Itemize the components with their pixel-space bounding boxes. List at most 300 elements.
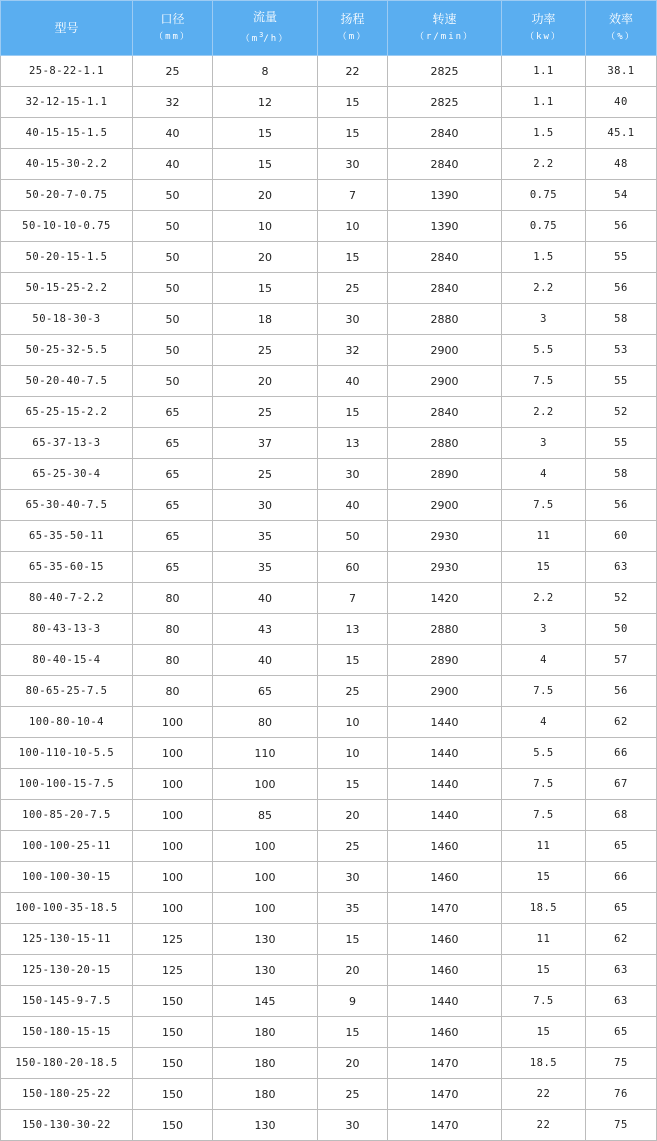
cell-efficiency: 45.1 <box>586 118 657 149</box>
cell-head: 20 <box>318 955 388 986</box>
table-row <box>1 335 657 366</box>
cell-flow: 8 <box>213 56 318 87</box>
cell-head: 30 <box>318 149 388 180</box>
unit-text: （mm） <box>154 32 191 42</box>
cell-speed: 1390 <box>388 211 502 242</box>
cell-power: 1.1 <box>502 87 586 118</box>
cell-head: 30 <box>318 459 388 490</box>
cell-diameter: 50 <box>133 304 213 335</box>
cell-model: 150-180-25-22 <box>1 1079 133 1110</box>
cell-diameter: 100 <box>133 738 213 769</box>
cell-flow: 85 <box>213 800 318 831</box>
cell-model: 100-100-35-18.5 <box>1 893 133 924</box>
cell-diameter: 50 <box>133 211 213 242</box>
cell-power: 4 <box>502 707 586 738</box>
cell-power: 1.5 <box>502 242 586 273</box>
cell-head: 15 <box>318 242 388 273</box>
cell-flow: 10 <box>213 211 318 242</box>
table-row <box>1 614 657 645</box>
cell-head: 9 <box>318 986 388 1017</box>
cell-diameter: 65 <box>133 428 213 459</box>
cell-flow: 12 <box>213 87 318 118</box>
cell-head: 22 <box>318 56 388 87</box>
cell-speed: 2900 <box>388 366 502 397</box>
cell-model: 65-25-15-2.2 <box>1 397 133 428</box>
cell-power: 2.2 <box>502 397 586 428</box>
cell-flow: 30 <box>213 490 318 521</box>
cell-power: 5.5 <box>502 738 586 769</box>
header-efficiency <box>586 1 657 56</box>
cell-head: 15 <box>318 924 388 955</box>
cell-flow: 80 <box>213 707 318 738</box>
header-unit <box>213 26 317 48</box>
cell-efficiency: 66 <box>586 862 657 893</box>
table-row <box>1 738 657 769</box>
cell-model: 125-130-20-15 <box>1 955 133 986</box>
cell-power: 22 <box>502 1110 586 1141</box>
cell-model: 65-30-40-7.5 <box>1 490 133 521</box>
cell-model: 100-100-30-15 <box>1 862 133 893</box>
cell-power: 4 <box>502 459 586 490</box>
cell-head: 25 <box>318 676 388 707</box>
cell-power: 11 <box>502 521 586 552</box>
cell-flow: 100 <box>213 893 318 924</box>
table-row <box>1 1110 657 1141</box>
cell-head: 35 <box>318 893 388 924</box>
cell-power: 1.5 <box>502 118 586 149</box>
cell-power: 15 <box>502 862 586 893</box>
cell-speed: 1460 <box>388 831 502 862</box>
cell-flow: 130 <box>213 1110 318 1141</box>
cell-efficiency: 67 <box>586 769 657 800</box>
cell-head: 32 <box>318 335 388 366</box>
cell-flow: 35 <box>213 521 318 552</box>
cell-flow: 43 <box>213 614 318 645</box>
cell-model: 40-15-30-2.2 <box>1 149 133 180</box>
unit-text: （kw） <box>525 32 562 42</box>
cell-diameter: 150 <box>133 1048 213 1079</box>
table-row <box>1 273 657 304</box>
header-power <box>502 1 586 56</box>
header-label: 效率 <box>608 12 633 26</box>
cell-model: 125-130-15-11 <box>1 924 133 955</box>
cell-flow: 65 <box>213 676 318 707</box>
cell-power: 0.75 <box>502 180 586 211</box>
cell-head: 25 <box>318 273 388 304</box>
cell-speed: 1420 <box>388 583 502 614</box>
cell-power: 15 <box>502 552 586 583</box>
cell-efficiency: 62 <box>586 707 657 738</box>
cell-head: 7 <box>318 583 388 614</box>
cell-speed: 2840 <box>388 273 502 304</box>
cell-power: 18.5 <box>502 893 586 924</box>
cell-flow: 100 <box>213 831 318 862</box>
cell-flow: 18 <box>213 304 318 335</box>
table-header <box>1 1 657 56</box>
cell-diameter: 32 <box>133 87 213 118</box>
table-row <box>1 366 657 397</box>
cell-diameter: 80 <box>133 645 213 676</box>
cell-model: 100-110-10-5.5 <box>1 738 133 769</box>
cell-power: 18.5 <box>502 1048 586 1079</box>
cell-power: 3 <box>502 614 586 645</box>
cell-speed: 2900 <box>388 490 502 521</box>
table-row <box>1 521 657 552</box>
table-row <box>1 242 657 273</box>
cell-diameter: 100 <box>133 831 213 862</box>
cell-head: 50 <box>318 521 388 552</box>
cell-power: 7.5 <box>502 366 586 397</box>
cell-flow: 180 <box>213 1048 318 1079</box>
table-row <box>1 676 657 707</box>
table-row <box>1 1079 657 1110</box>
table-row <box>1 490 657 521</box>
cell-head: 30 <box>318 862 388 893</box>
table-row <box>1 552 657 583</box>
cell-head: 13 <box>318 614 388 645</box>
cell-efficiency: 63 <box>586 955 657 986</box>
header-label: 流量 <box>252 10 277 24</box>
cell-flow: 25 <box>213 397 318 428</box>
cell-diameter: 100 <box>133 800 213 831</box>
cell-model: 50-25-32-5.5 <box>1 335 133 366</box>
cell-head: 15 <box>318 87 388 118</box>
cell-diameter: 50 <box>133 335 213 366</box>
cell-efficiency: 58 <box>586 459 657 490</box>
header-label: 扬程 <box>340 12 365 26</box>
cell-model: 150-180-20-18.5 <box>1 1048 133 1079</box>
cell-speed: 1460 <box>388 955 502 986</box>
cell-head: 20 <box>318 800 388 831</box>
cell-flow: 35 <box>213 552 318 583</box>
cell-diameter: 125 <box>133 955 213 986</box>
table-row <box>1 800 657 831</box>
table-row <box>1 707 657 738</box>
header-flow <box>213 1 318 56</box>
cell-power: 7.5 <box>502 986 586 1017</box>
header-unit <box>388 28 501 46</box>
table-row <box>1 583 657 614</box>
cell-model: 50-20-40-7.5 <box>1 366 133 397</box>
table-row <box>1 986 657 1017</box>
cell-flow: 130 <box>213 924 318 955</box>
cell-speed: 1460 <box>388 1017 502 1048</box>
cell-model: 150-145-9-7.5 <box>1 986 133 1017</box>
cell-diameter: 65 <box>133 397 213 428</box>
table-row <box>1 1048 657 1079</box>
header-label: 口径 <box>160 12 185 26</box>
header-label: 功率 <box>531 12 556 26</box>
cell-flow: 25 <box>213 459 318 490</box>
cell-speed: 2880 <box>388 428 502 459</box>
cell-efficiency: 54 <box>586 180 657 211</box>
cell-diameter: 40 <box>133 118 213 149</box>
cell-speed: 1440 <box>388 738 502 769</box>
cell-diameter: 150 <box>133 986 213 1017</box>
cell-head: 40 <box>318 490 388 521</box>
cell-power: 2.2 <box>502 273 586 304</box>
cell-power: 3 <box>502 428 586 459</box>
cell-efficiency: 65 <box>586 1017 657 1048</box>
table-row <box>1 118 657 149</box>
cell-speed: 1470 <box>388 1110 502 1141</box>
cell-flow: 15 <box>213 273 318 304</box>
cell-head: 15 <box>318 118 388 149</box>
cell-power: 15 <box>502 955 586 986</box>
header-head <box>318 1 388 56</box>
cell-diameter: 40 <box>133 149 213 180</box>
cell-model: 80-40-7-2.2 <box>1 583 133 614</box>
table-body <box>1 56 657 1141</box>
header-unit <box>133 28 212 46</box>
cell-speed: 2840 <box>388 118 502 149</box>
table-row <box>1 304 657 335</box>
cell-power: 11 <box>502 924 586 955</box>
cell-speed: 2840 <box>388 397 502 428</box>
cell-efficiency: 76 <box>586 1079 657 1110</box>
cell-head: 30 <box>318 1110 388 1141</box>
cell-efficiency: 63 <box>586 986 657 1017</box>
cell-head: 13 <box>318 428 388 459</box>
cell-power: 3 <box>502 304 586 335</box>
cell-efficiency: 75 <box>586 1110 657 1141</box>
cell-model: 100-100-15-7.5 <box>1 769 133 800</box>
cell-power: 0.75 <box>502 211 586 242</box>
cell-speed: 2900 <box>388 676 502 707</box>
cell-diameter: 100 <box>133 769 213 800</box>
cell-power: 15 <box>502 1017 586 1048</box>
cell-flow: 40 <box>213 583 318 614</box>
cell-model: 50-18-30-3 <box>1 304 133 335</box>
cell-flow: 20 <box>213 366 318 397</box>
table-row <box>1 459 657 490</box>
cell-flow: 180 <box>213 1079 318 1110</box>
cell-speed: 2890 <box>388 459 502 490</box>
table-row <box>1 180 657 211</box>
cell-efficiency: 56 <box>586 273 657 304</box>
cell-efficiency: 57 <box>586 645 657 676</box>
cell-flow: 15 <box>213 118 318 149</box>
cell-diameter: 50 <box>133 273 213 304</box>
cell-power: 4 <box>502 645 586 676</box>
cell-speed: 2825 <box>388 87 502 118</box>
cell-diameter: 50 <box>133 180 213 211</box>
cell-speed: 1440 <box>388 986 502 1017</box>
cell-flow: 20 <box>213 242 318 273</box>
unit-text: （%） <box>606 32 636 42</box>
cell-power: 7.5 <box>502 769 586 800</box>
unit-text: （m） <box>337 32 368 42</box>
cell-power: 7.5 <box>502 800 586 831</box>
cell-diameter: 100 <box>133 707 213 738</box>
cell-diameter: 65 <box>133 552 213 583</box>
cell-head: 40 <box>318 366 388 397</box>
cell-model: 150-180-15-15 <box>1 1017 133 1048</box>
cell-head: 20 <box>318 1048 388 1079</box>
cell-head: 60 <box>318 552 388 583</box>
cell-efficiency: 56 <box>586 211 657 242</box>
cell-speed: 2840 <box>388 242 502 273</box>
cell-flow: 20 <box>213 180 318 211</box>
cell-efficiency: 62 <box>586 924 657 955</box>
cell-efficiency: 60 <box>586 521 657 552</box>
cell-efficiency: 48 <box>586 149 657 180</box>
cell-speed: 1460 <box>388 924 502 955</box>
cell-speed: 1460 <box>388 862 502 893</box>
cell-efficiency: 68 <box>586 800 657 831</box>
header-unit <box>502 28 585 46</box>
unit-text-suffix: /h） <box>263 34 290 44</box>
cell-flow: 100 <box>213 862 318 893</box>
header-unit <box>318 28 387 46</box>
header-model <box>1 1 133 56</box>
cell-power: 11 <box>502 831 586 862</box>
cell-flow: 110 <box>213 738 318 769</box>
table-row <box>1 397 657 428</box>
cell-power: 2.2 <box>502 149 586 180</box>
cell-efficiency: 50 <box>586 614 657 645</box>
cell-diameter: 100 <box>133 862 213 893</box>
cell-diameter: 65 <box>133 490 213 521</box>
cell-efficiency: 65 <box>586 893 657 924</box>
table-row <box>1 87 657 118</box>
cell-efficiency: 58 <box>586 304 657 335</box>
cell-head: 15 <box>318 769 388 800</box>
cell-model: 80-40-15-4 <box>1 645 133 676</box>
cell-diameter: 125 <box>133 924 213 955</box>
cell-flow: 25 <box>213 335 318 366</box>
cell-speed: 2930 <box>388 521 502 552</box>
cell-flow: 15 <box>213 149 318 180</box>
cell-efficiency: 63 <box>586 552 657 583</box>
cell-efficiency: 56 <box>586 676 657 707</box>
header-diameter <box>133 1 213 56</box>
table-row <box>1 831 657 862</box>
table-row <box>1 924 657 955</box>
cell-efficiency: 75 <box>586 1048 657 1079</box>
header-unit <box>586 28 656 46</box>
cell-model: 65-35-50-11 <box>1 521 133 552</box>
cell-head: 10 <box>318 738 388 769</box>
cell-head: 15 <box>318 645 388 676</box>
cell-power: 7.5 <box>502 490 586 521</box>
table-row <box>1 893 657 924</box>
unit-superscript: 3 <box>259 31 264 39</box>
cell-model: 80-65-25-7.5 <box>1 676 133 707</box>
cell-efficiency: 66 <box>586 738 657 769</box>
cell-efficiency: 65 <box>586 831 657 862</box>
cell-model: 32-12-15-1.1 <box>1 87 133 118</box>
header-label: 转速 <box>432 12 457 26</box>
cell-head: 25 <box>318 1079 388 1110</box>
cell-diameter: 65 <box>133 521 213 552</box>
cell-model: 50-10-10-0.75 <box>1 211 133 242</box>
cell-efficiency: 55 <box>586 366 657 397</box>
cell-diameter: 80 <box>133 583 213 614</box>
header-speed <box>388 1 502 56</box>
cell-flow: 40 <box>213 645 318 676</box>
cell-diameter: 100 <box>133 893 213 924</box>
cell-flow: 37 <box>213 428 318 459</box>
cell-diameter: 50 <box>133 366 213 397</box>
cell-model: 40-15-15-1.5 <box>1 118 133 149</box>
table-row <box>1 1017 657 1048</box>
cell-speed: 2840 <box>388 149 502 180</box>
cell-power: 7.5 <box>502 676 586 707</box>
cell-diameter: 80 <box>133 676 213 707</box>
cell-diameter: 150 <box>133 1017 213 1048</box>
cell-model: 65-37-13-3 <box>1 428 133 459</box>
cell-efficiency: 56 <box>586 490 657 521</box>
header-row <box>1 1 657 56</box>
cell-diameter: 150 <box>133 1110 213 1141</box>
cell-model: 150-130-30-22 <box>1 1110 133 1141</box>
cell-model: 50-15-25-2.2 <box>1 273 133 304</box>
cell-head: 7 <box>318 180 388 211</box>
cell-model: 50-20-7-0.75 <box>1 180 133 211</box>
cell-head: 25 <box>318 831 388 862</box>
cell-efficiency: 55 <box>586 242 657 273</box>
cell-speed: 1470 <box>388 1079 502 1110</box>
cell-diameter: 25 <box>133 56 213 87</box>
cell-flow: 130 <box>213 955 318 986</box>
cell-flow: 180 <box>213 1017 318 1048</box>
cell-power: 1.1 <box>502 56 586 87</box>
cell-power: 2.2 <box>502 583 586 614</box>
cell-flow: 100 <box>213 769 318 800</box>
table-row <box>1 955 657 986</box>
cell-efficiency: 55 <box>586 428 657 459</box>
table-row <box>1 428 657 459</box>
cell-speed: 2890 <box>388 645 502 676</box>
cell-model: 65-25-30-4 <box>1 459 133 490</box>
cell-model: 65-35-60-15 <box>1 552 133 583</box>
cell-speed: 1440 <box>388 769 502 800</box>
cell-speed: 2900 <box>388 335 502 366</box>
cell-speed: 2880 <box>388 614 502 645</box>
cell-diameter: 50 <box>133 242 213 273</box>
cell-power: 5.5 <box>502 335 586 366</box>
cell-head: 15 <box>318 1017 388 1048</box>
cell-speed: 2825 <box>388 56 502 87</box>
cell-model: 80-43-13-3 <box>1 614 133 645</box>
cell-head: 10 <box>318 211 388 242</box>
cell-diameter: 150 <box>133 1079 213 1110</box>
table-row <box>1 56 657 87</box>
cell-speed: 1470 <box>388 893 502 924</box>
cell-speed: 1440 <box>388 800 502 831</box>
table-row <box>1 645 657 676</box>
cell-speed: 1440 <box>388 707 502 738</box>
table-row <box>1 149 657 180</box>
cell-efficiency: 52 <box>586 397 657 428</box>
unit-text: （m <box>240 34 260 44</box>
cell-model: 100-100-25-11 <box>1 831 133 862</box>
table-row <box>1 862 657 893</box>
cell-model: 100-80-10-4 <box>1 707 133 738</box>
cell-speed: 1390 <box>388 180 502 211</box>
cell-power: 22 <box>502 1079 586 1110</box>
cell-speed: 1470 <box>388 1048 502 1079</box>
cell-efficiency: 40 <box>586 87 657 118</box>
cell-head: 15 <box>318 397 388 428</box>
cell-efficiency: 53 <box>586 335 657 366</box>
table-row <box>1 769 657 800</box>
cell-speed: 2930 <box>388 552 502 583</box>
cell-speed: 2880 <box>388 304 502 335</box>
cell-model: 50-20-15-1.5 <box>1 242 133 273</box>
cell-flow: 145 <box>213 986 318 1017</box>
